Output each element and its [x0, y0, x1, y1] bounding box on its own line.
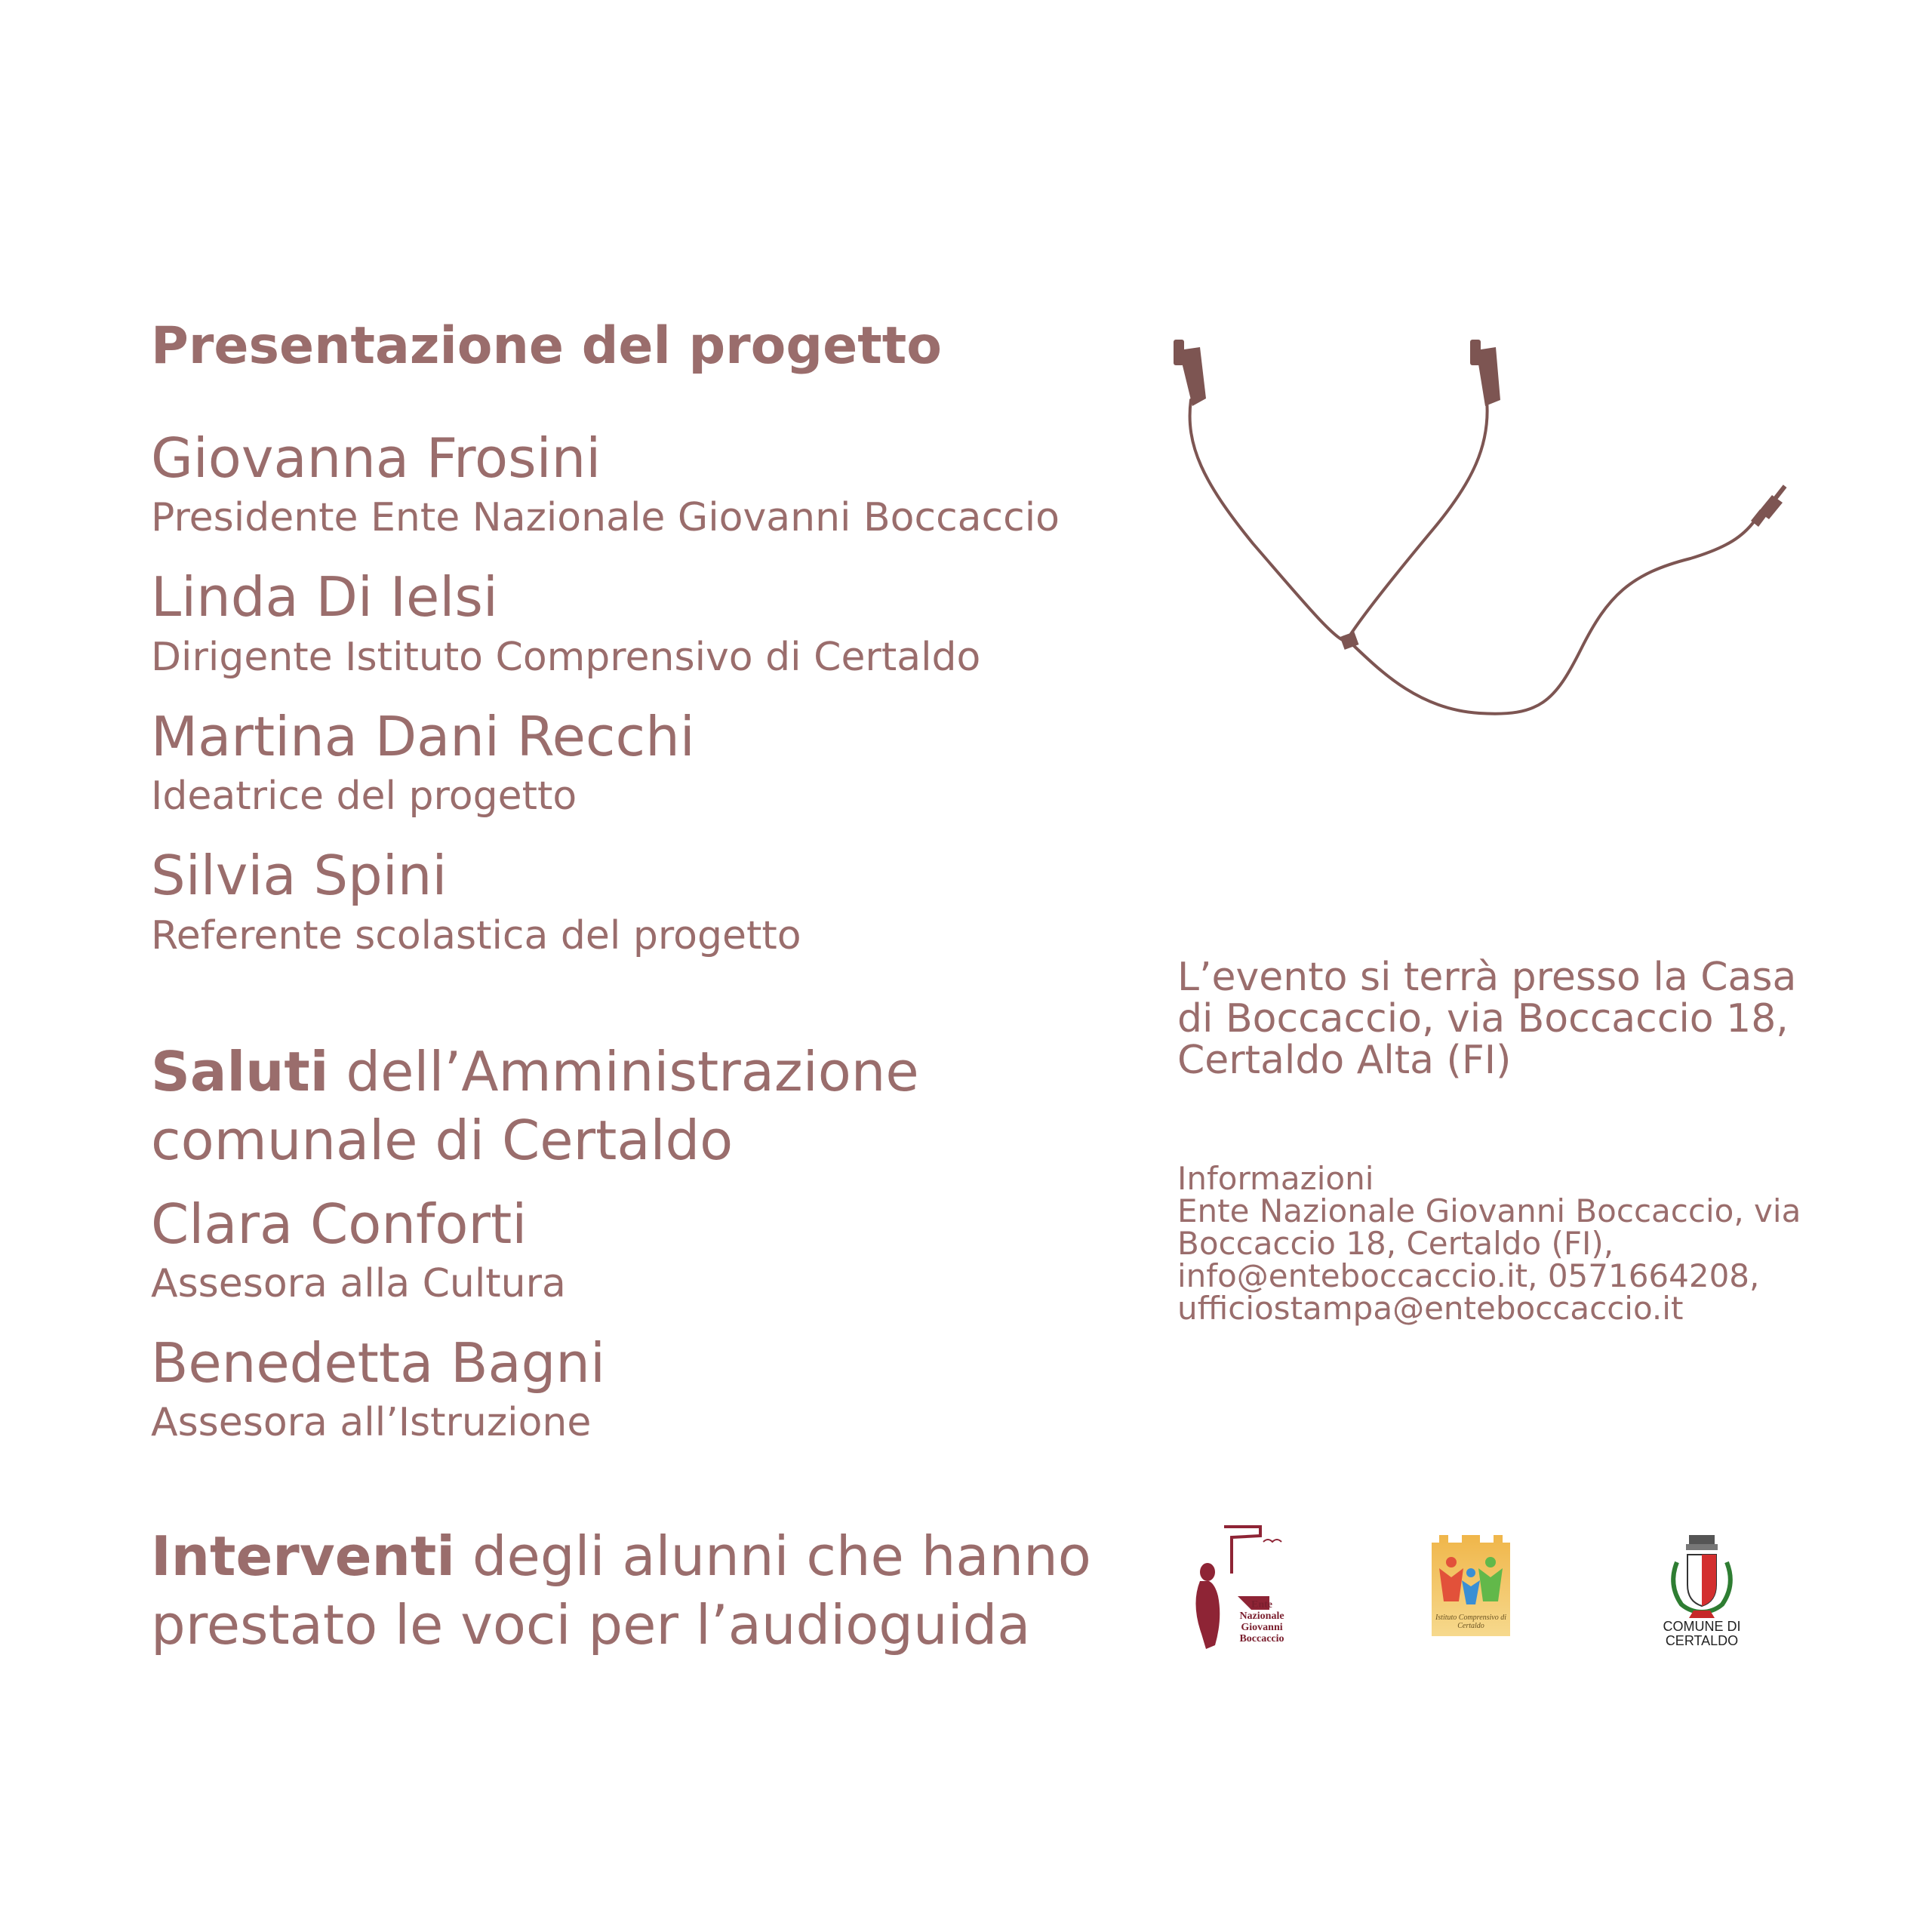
istituto-comprensivo-logo	[1429, 1532, 1513, 1639]
venue-line: L’evento si terrà presso la Casa	[1177, 955, 1797, 1000]
speaker-name: Benedetta Bagni	[151, 1331, 605, 1395]
logo-caption-line: COMUNE DI	[1663, 1619, 1741, 1634]
info-line: Informazioni	[1177, 1160, 1374, 1197]
interventions-bold: Interventi	[151, 1524, 455, 1588]
comune-certaldo-caption	[1660, 1620, 1743, 1648]
interventions-line2: prestato le voci per l’audioguida	[151, 1593, 1031, 1657]
venue-line: di Boccaccio, via Boccaccio 18,	[1177, 996, 1789, 1041]
logo-caption-line: Boccaccio	[1239, 1633, 1284, 1644]
earphones-icon	[1147, 317, 1811, 740]
greetings-bold: Saluti	[151, 1040, 329, 1103]
info-line: Boccaccio 18, Certaldo (FI),	[1177, 1225, 1614, 1262]
speaker-role: Presidente Ente Nazionale Giovanni Boccaccio	[151, 495, 1060, 540]
ente-boccaccio-logo	[1185, 1521, 1291, 1649]
logo-caption-line: Giovanni	[1241, 1622, 1283, 1633]
interventions-line1-rest: degli alunni che hanno	[454, 1524, 1091, 1588]
ente-boccaccio-caption	[1232, 1599, 1292, 1644]
speaker-name: Clara Conforti	[151, 1192, 528, 1256]
speaker-role: Assesora alla Cultura	[151, 1261, 566, 1306]
info-line: info@enteboccaccio.it, 0571664208,	[1177, 1257, 1760, 1294]
speaker-name: Martina Dani Recchi	[151, 705, 695, 768]
speaker-role: Referente scolastica del progetto	[151, 913, 801, 958]
speaker-name: Linda Di Ielsi	[151, 565, 498, 629]
istituto-comprensivo-caption: Istituto Comprensivo di Certaldo	[1435, 1614, 1507, 1630]
info-line: Ente Nazionale Giovanni Boccaccio, via	[1177, 1192, 1801, 1229]
speaker-role: Ideatrice del progetto	[151, 774, 577, 819]
speaker-name: Silvia Spini	[151, 844, 448, 907]
greetings-line1-rest: dell’Amministrazione	[328, 1040, 919, 1103]
logo-caption-line: Nazionale	[1239, 1611, 1284, 1622]
interventions-heading	[151, 1522, 1091, 1660]
greetings-heading	[151, 1038, 919, 1175]
logo-caption-line: Ente	[1251, 1599, 1272, 1611]
comune-certaldo-crest	[1660, 1532, 1743, 1653]
venue-line: Certaldo Alta (FI)	[1177, 1038, 1512, 1083]
greetings-line2: comunale di Certaldo	[151, 1109, 734, 1172]
section-heading-presentation: Presentazione del progetto	[151, 316, 942, 376]
info-line: ufficiostampa@enteboccaccio.it	[1177, 1290, 1684, 1327]
comune-certaldo-crest-mark	[1660, 1532, 1743, 1623]
speaker-role: Dirigente Istituto Comprensivo di Certaldo	[151, 635, 981, 680]
speaker-name: Giovanna Frosini	[151, 426, 601, 490]
speaker-role: Assesora all’Istruzione	[151, 1400, 592, 1445]
venue-text	[1177, 957, 1796, 1081]
info-block	[1177, 1160, 1801, 1327]
logo-caption-line: CERTALDO	[1665, 1633, 1739, 1648]
